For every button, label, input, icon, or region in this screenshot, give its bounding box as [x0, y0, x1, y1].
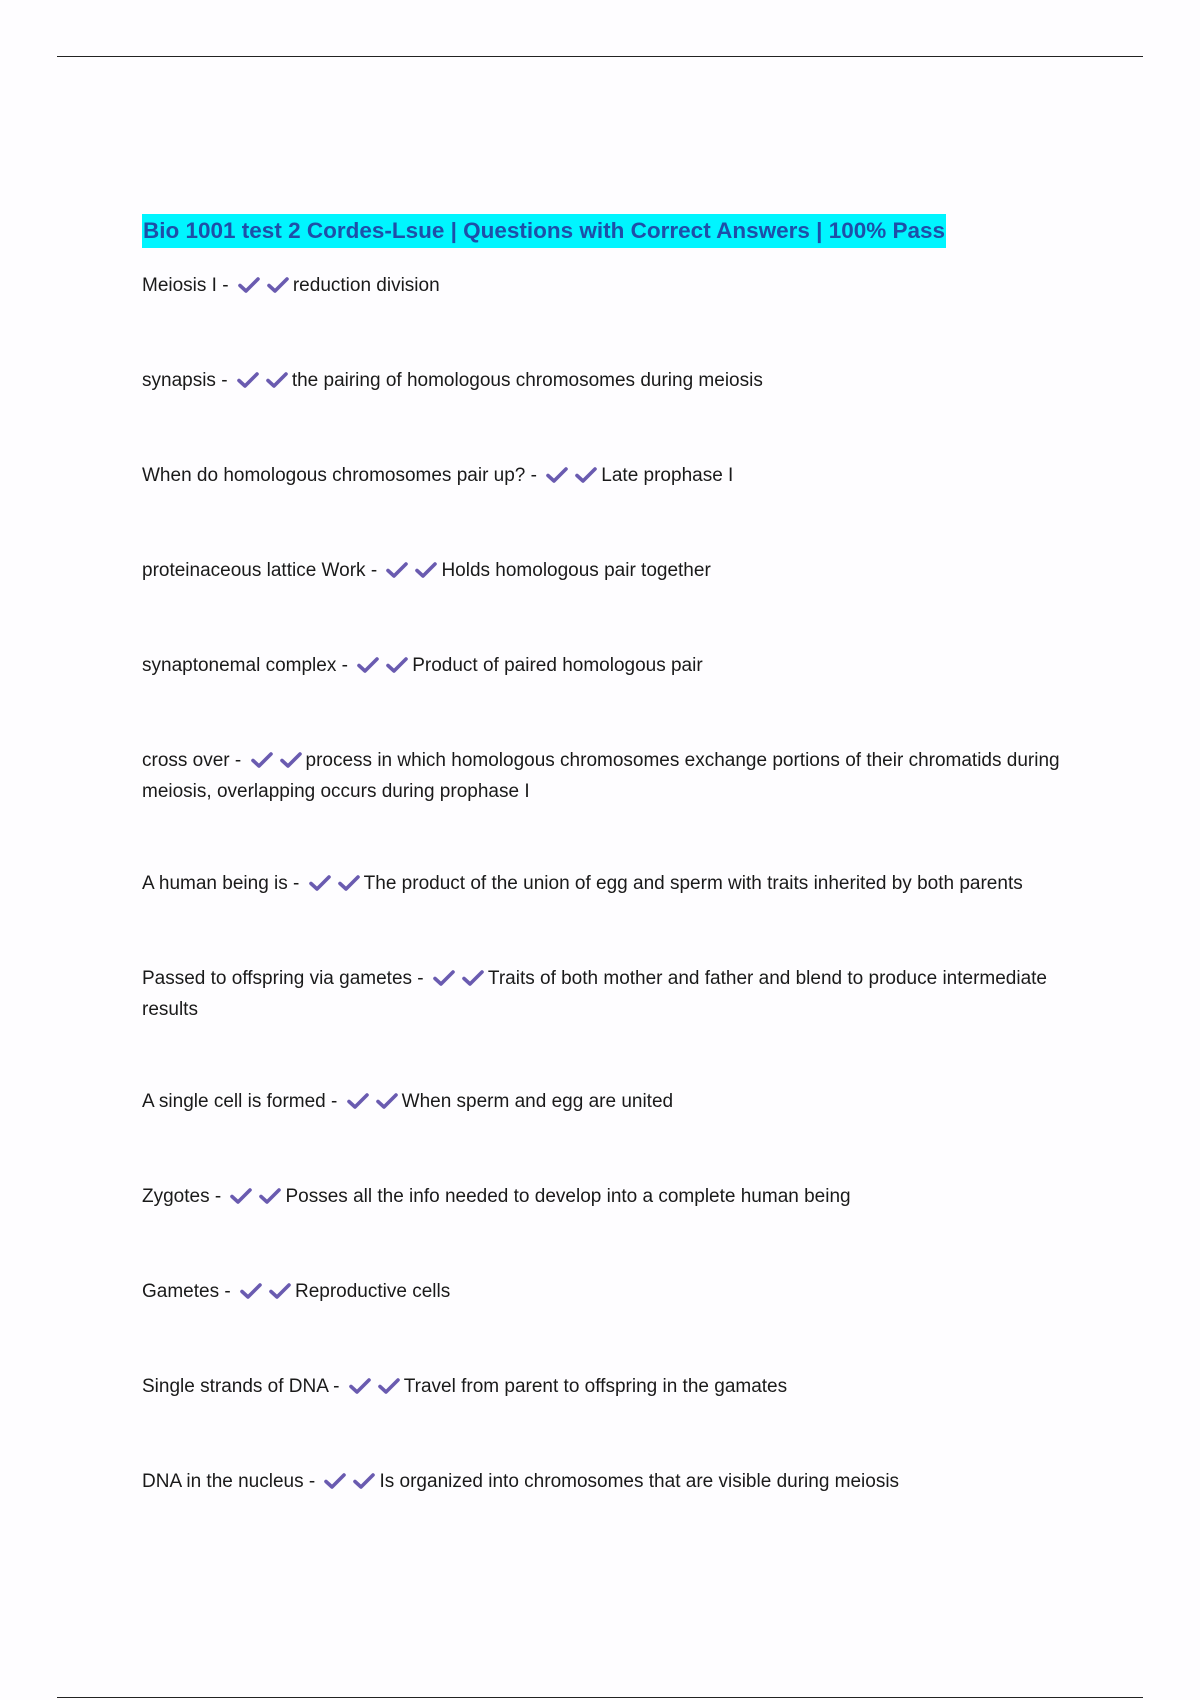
answer-marker: [546, 465, 599, 493]
question-text: Gametes: [142, 1281, 220, 1302]
answer-text: When sperm and egg are united: [401, 1091, 674, 1112]
qa-item: [142, 1373, 1062, 1404]
document-body: [142, 214, 1062, 1563]
separator: -: [215, 370, 233, 391]
qa-item: [142, 747, 1062, 806]
qa-item: [142, 1183, 1062, 1214]
question-text: Passed to offspring via gametes: [142, 968, 413, 989]
qa-item: [142, 1088, 1062, 1119]
checkmark-icon: [269, 1282, 291, 1300]
separator: -: [216, 275, 234, 296]
checkmark-icon: [357, 656, 379, 674]
checkmark-icon: [376, 1092, 398, 1110]
qa-item: [142, 870, 1062, 901]
checkmark-icon: [309, 874, 331, 892]
answer-marker: [357, 655, 410, 683]
question-text: A single cell is formed: [142, 1091, 326, 1112]
question-text: Meiosis I: [142, 275, 217, 296]
qa-item: [142, 557, 1062, 588]
answer-text: The product of the union of egg and sperm with traits inherited by both parents: [363, 873, 1023, 894]
checkmark-icon: [386, 561, 408, 579]
footer-rule: [57, 1697, 1143, 1698]
answer-text: Late prophase I: [601, 465, 734, 486]
checkmark-icon: [230, 1187, 252, 1205]
checkmark-icon: [378, 1377, 400, 1395]
answer-marker: [324, 1471, 377, 1499]
answer-marker: [309, 873, 362, 901]
qa-item: [142, 272, 1062, 303]
checkmark-icon: [259, 1187, 281, 1205]
separator: -: [365, 560, 383, 581]
separator: -: [336, 655, 354, 676]
qa-item: [142, 652, 1062, 683]
checkmark-icon: [267, 276, 289, 294]
question-text: When do homologous chromosomes pair up?: [142, 465, 526, 486]
answer-marker: [433, 968, 486, 996]
checkmark-icon: [347, 1092, 369, 1110]
checkmark-icon: [546, 466, 568, 484]
checkmark-icon: [349, 1377, 371, 1395]
answer-text: reduction division: [292, 275, 440, 296]
question-text: cross over: [142, 750, 230, 771]
checkmark-icon: [338, 874, 360, 892]
document-title: Bio 1001 test 2 Cordes-Lsue | Questions with Correct Answers | 100% Pass: [142, 214, 946, 248]
checkmark-icon: [280, 751, 302, 769]
answer-text: Posses all the info needed to develop into a complete human being: [285, 1186, 851, 1207]
separator: -: [287, 873, 305, 894]
question-text: proteinaceous lattice Work: [142, 560, 366, 581]
qa-item: [142, 367, 1062, 398]
question-text: Single strands of DNA: [142, 1376, 328, 1397]
checkmark-icon: [462, 969, 484, 987]
title-block: [142, 214, 1062, 252]
checkmark-icon: [575, 466, 597, 484]
answer-marker: [386, 560, 439, 588]
answer-text: the pairing of homologous chromosomes during meiosis: [291, 370, 763, 391]
separator: -: [303, 1471, 321, 1492]
answer-text: Is organized into chromosomes that are visible during meiosis: [379, 1471, 900, 1492]
checkmark-icon: [238, 276, 260, 294]
checkmark-icon: [266, 371, 288, 389]
qa-item: [142, 462, 1062, 493]
separator: -: [525, 465, 543, 486]
checkmark-icon: [415, 561, 437, 579]
question-text: A human being is: [142, 873, 288, 894]
checkmark-icon: [433, 969, 455, 987]
checkmark-icon: [386, 656, 408, 674]
checkmark-icon: [251, 751, 273, 769]
answer-text: Reproductive cells: [294, 1281, 451, 1302]
separator: -: [412, 968, 429, 989]
qa-item: [142, 1278, 1062, 1309]
separator: -: [229, 750, 247, 771]
answer-marker: [251, 750, 304, 778]
checkmark-icon: [324, 1472, 346, 1490]
qa-item: [142, 1468, 1062, 1499]
answer-text: Product of paired homologous pair: [412, 655, 703, 676]
qa-list: [142, 272, 1062, 1499]
answer-text: Travel from parent to offspring in the gamates: [403, 1376, 788, 1397]
separator: -: [327, 1376, 345, 1397]
question-text: DNA in the nucleus: [142, 1471, 304, 1492]
answer-marker: [347, 1091, 400, 1119]
checkmark-icon: [240, 1282, 262, 1300]
answer-marker: [230, 1186, 283, 1214]
qa-item: [142, 965, 1062, 1024]
question-text: synaptonemal complex: [142, 655, 337, 676]
checkmark-icon: [237, 371, 259, 389]
question-text: synapsis: [142, 370, 216, 391]
separator: -: [219, 1281, 236, 1302]
answer-marker: [238, 275, 291, 303]
question-text: Zygotes: [142, 1186, 210, 1207]
answer-text: Traits of both mother and father and blend to produce intermediate results: [142, 968, 1048, 1020]
separator: -: [325, 1091, 343, 1112]
separator: -: [209, 1186, 227, 1207]
checkmark-icon: [353, 1472, 375, 1490]
answer-text: process in which homologous chromosomes exchange portions of their chromatids during meiosis, overlapping occurs during prophase I: [142, 750, 1060, 802]
answer-marker: [349, 1376, 402, 1404]
answer-text: Holds homologous pair together: [441, 560, 711, 581]
answer-marker: [240, 1281, 293, 1309]
answer-marker: [237, 370, 290, 398]
header-rule: [57, 56, 1143, 57]
